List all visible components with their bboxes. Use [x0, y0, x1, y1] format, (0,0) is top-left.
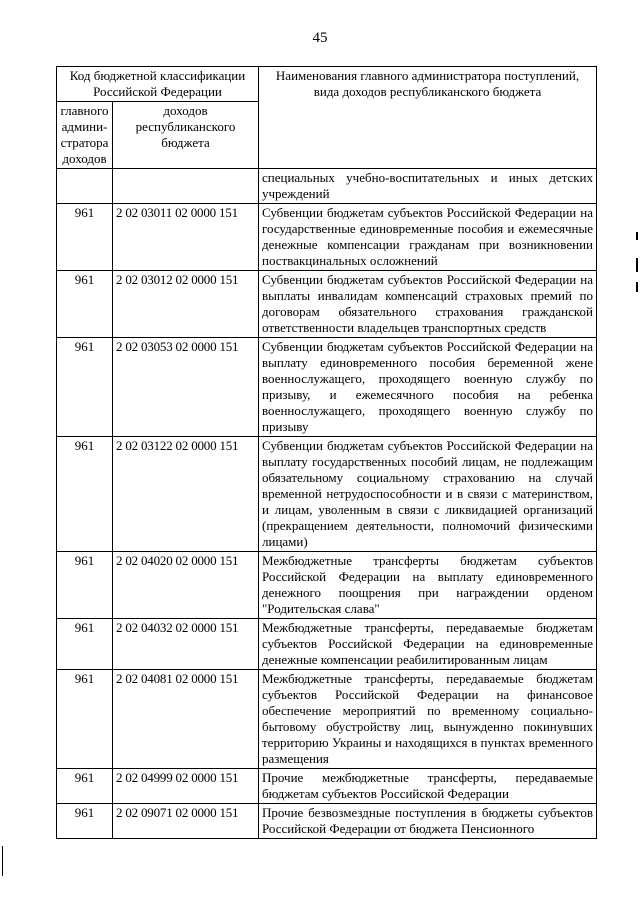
header-republic-revenues: доходов республиканского бюджета: [113, 102, 259, 169]
scan-mark: [2, 846, 3, 876]
revenue-code-cell: 2 02 04999 02 0000 151: [113, 769, 259, 804]
description-cell: Межбюджетные трансферты, передаваемые бюджетам субъектов Российской Федерации на единовременные денежные компенсации реабилитированным лицам: [259, 619, 597, 670]
table-row: [57, 204, 597, 271]
admin-code-cell: 961: [57, 271, 113, 338]
description-cell: Субвенции бюджетам субъектов Российской Федерации на выплату единовременного пособия беременной жене военнослужащего, проходящего военную службу по призыву, и ежемесячного пособия на ребенка военнослужащего, проходящего военную службу по призыву: [259, 338, 597, 437]
budget-classification-table: [56, 66, 597, 839]
header-classification-code: Код бюджетной классификации Российской Федерации: [57, 67, 259, 102]
header-name-column: Наименования главного администратора поступлений, вида доходов республиканского бюджета: [259, 67, 597, 169]
revenue-code-cell: 2 02 04081 02 0000 151: [113, 670, 259, 769]
admin-code-cell: 961: [57, 204, 113, 271]
table-row: [57, 437, 597, 552]
revenue-code-cell: 2 02 03053 02 0000 151: [113, 338, 259, 437]
scan-mark: [636, 282, 638, 292]
admin-code-cell: [57, 169, 113, 204]
admin-code-cell: 961: [57, 769, 113, 804]
table-row: [57, 552, 597, 619]
description-cell: Субвенции бюджетам субъектов Российской Федерации на выплату государственных пособий лицам, не подлежащим обязательному социальному страхованию на случай временной нетрудоспособности и в связи с материнством, и лицам, уволенным в связи с ликвидацией организаций (прекращением деятельности, полномочий физическими лицами): [259, 437, 597, 552]
revenue-code-cell: [113, 169, 259, 204]
admin-code-cell: 961: [57, 437, 113, 552]
admin-code-cell: 961: [57, 338, 113, 437]
description-cell: Субвенции бюджетам субъектов Российской Федерации на выплаты инвалидам компенсаций страховых премий по договорам обязательного страхования гражданской ответственности владельцев транспортных средств: [259, 271, 597, 338]
description-cell: Субвенции бюджетам субъектов Российской Федерации на государственные единовременные пособия и ежемесячные денежные компенсации гражданам при возникновении поствакцинальных осложнений: [259, 204, 597, 271]
description-cell: Прочие межбюджетные трансферты, передаваемые бюджетам субъектов Российской Федерации: [259, 769, 597, 804]
revenue-code-cell: 2 02 03012 02 0000 151: [113, 271, 259, 338]
description-cell: Прочие безвозмездные поступления в бюджеты субъектов Российской Федерации от бюджета Пенсионного: [259, 804, 597, 839]
admin-code-cell: 961: [57, 804, 113, 839]
table-header-row: [57, 67, 597, 102]
scan-mark: [636, 232, 638, 240]
table-row: [57, 619, 597, 670]
table-row: [57, 670, 597, 769]
admin-code-cell: 961: [57, 619, 113, 670]
revenue-code-cell: 2 02 09071 02 0000 151: [113, 804, 259, 839]
description-cell: Межбюджетные трансферты бюджетам субъектов Российской Федерации на выплату единовременного денежного поощрения при награждении орденом "Родительская слава": [259, 552, 597, 619]
description-cell: специальных учебно-воспитательных и иных детских учреждений: [259, 169, 597, 204]
admin-code-cell: 961: [57, 552, 113, 619]
table-row: [57, 169, 597, 204]
description-cell: Межбюджетные трансферты, передаваемые бюджетам субъектов Российской Федерации на финансовое обеспечение мероприятий по временному социально-бытовому обустройству лиц, вынужденно покинувших территорию Украины и находящихся в пунктах временного размещения: [259, 670, 597, 769]
header-chief-admin: главного админи-стратора доходов: [57, 102, 113, 169]
revenue-code-cell: 2 02 04020 02 0000 151: [113, 552, 259, 619]
table-row: [57, 271, 597, 338]
page-number: 45: [312, 30, 328, 46]
admin-code-cell: 961: [57, 670, 113, 769]
revenue-code-cell: 2 02 03011 02 0000 151: [113, 204, 259, 271]
table-row: [57, 804, 597, 839]
table-row: [57, 338, 597, 437]
revenue-code-cell: 2 02 03122 02 0000 151: [113, 437, 259, 552]
scan-mark: [636, 258, 638, 272]
revenue-code-cell: 2 02 04032 02 0000 151: [113, 619, 259, 670]
table-row: [57, 769, 597, 804]
